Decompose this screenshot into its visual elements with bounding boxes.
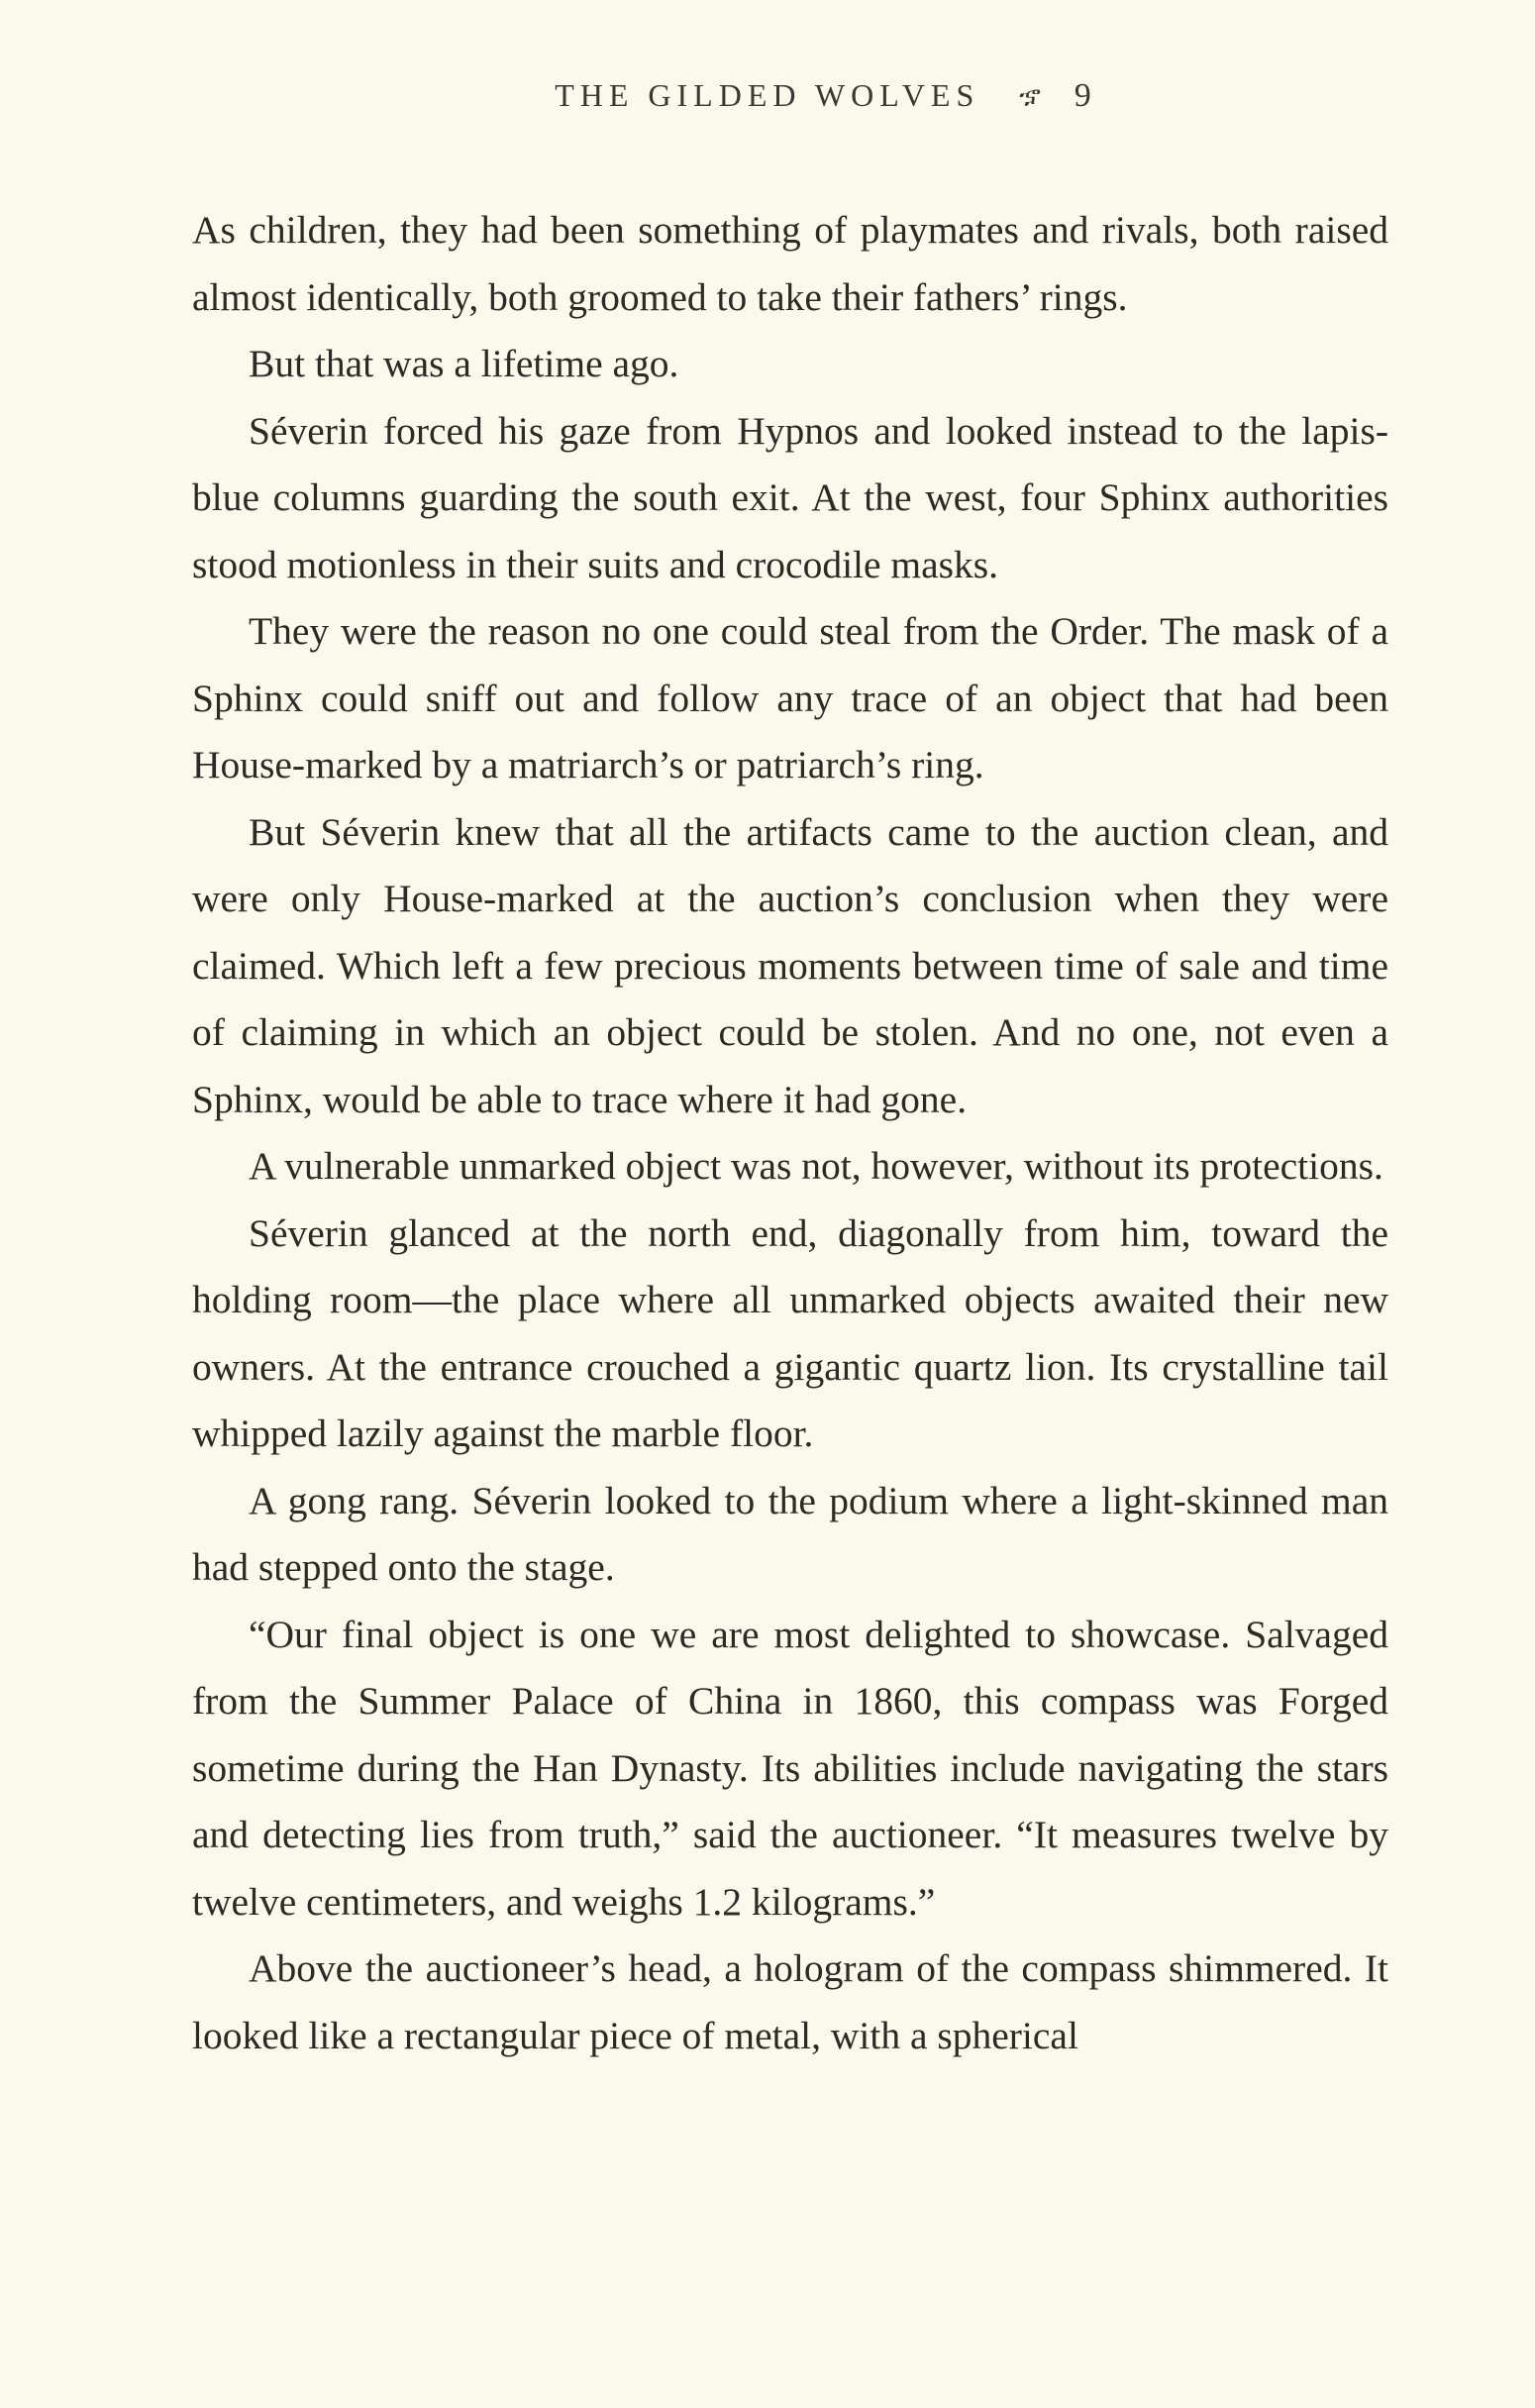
paragraph: But that was a lifetime ago. (249, 342, 679, 385)
paragraph: A gong rang. Séverin looked to the podium where a light-skinned man had stepped onto the stage. (192, 1478, 1388, 1589)
page-number: 9 (1074, 77, 1091, 114)
paragraph: As children, they had been something of playmates and rivals, both raised almost identically, both groomed to take their fathers’ rings. (192, 208, 1388, 319)
paragraph: Séverin glanced at the north end, diagonally from him, toward the holding room—the place where all unmarked objects awaited their new owners. At the entrance crouched a gigantic quartz lion. Its crystalline tail whipped lazily against the marble floor. (192, 1210, 1388, 1455)
ornament-icon: ኇ (1019, 81, 1041, 110)
running-head (0, 77, 1535, 115)
paragraph: But Séverin knew that all the artifacts came to the auction clean, and were only House-marked at the auction’s conclusion when they were claimed. Which left a few precious moments between time of sale and time of claiming in which an object could be stolen. And no one, not even a Sphinx, would be able to trace where it had gone. (192, 809, 1388, 1121)
body-text (192, 197, 1388, 2069)
paragraph: “Our final object is one we are most delighted to showcase. Salvaged from the Summer Palace of China in 1860, this compass was Forged sometime during the Han Dynasty. Its abilities include navigating the stars and detecting lies from truth,” said the auctioneer. “It measures twelve by twelve centimeters, and weighs 1.2 kilograms.” (192, 1612, 1388, 1924)
paragraph: Above the auctioneer’s head, a hologram of the compass shimmered. It looked like a rectangular piece of metal, with a spherical (192, 1946, 1388, 2057)
paragraph: They were the reason no one could steal from the Order. The mask of a Sphinx could sniff out and follow any trace of an object that had been House-marked by a matriarch’s or patriarch’s ring. (192, 609, 1388, 786)
paragraph: Séverin forced his gaze from Hypnos and looked instead to the lapis-blue columns guarding the south exit. At the west, four Sphinx authorities stood motionless in their suits and crocodile masks. (192, 408, 1388, 586)
paragraph: A vulnerable unmarked object was not, however, without its protections. (249, 1144, 1383, 1188)
book-title: THE GILDED WOLVES (555, 77, 980, 113)
